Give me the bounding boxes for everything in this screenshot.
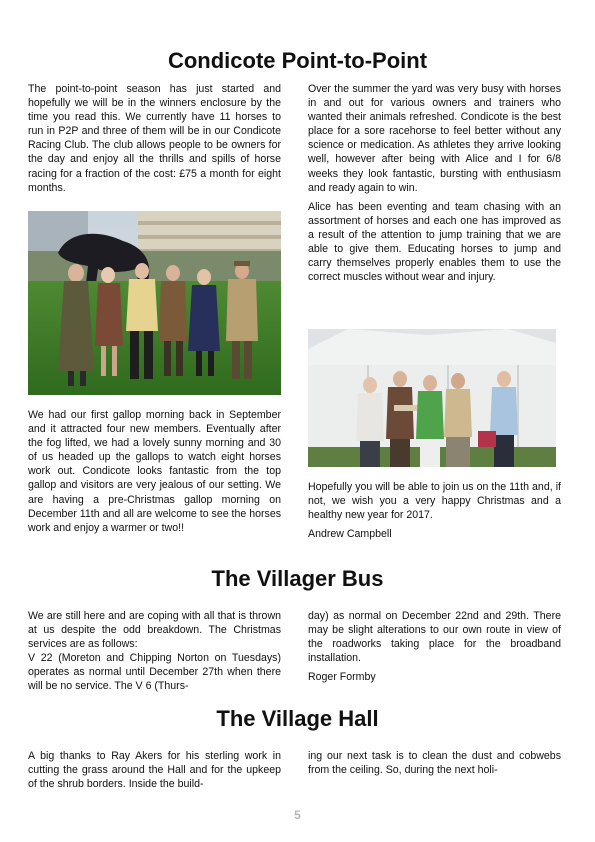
article1-left-column-lower <box>28 408 281 540</box>
article1-right-column-lower <box>308 480 561 546</box>
article-title-point-to-point: Condicote Point-to-Point <box>167 48 428 73</box>
article3-paragraph-thanks: A big thanks to Ray Akers for his sterling work in cutting the grass around the Hall and for the upkeep of the shrub borders. Inside the build- <box>28 750 281 791</box>
article2-paragraph-schedule: day) as normal on December 22nd and 29th. There may be slight alterations to our own route in view of the roadworks taking place for the broadband installation. <box>308 610 561 665</box>
article2-author: Roger Formby <box>308 671 376 684</box>
article1-paragraph-eventing: Alice has been eventing and team chasing with an assortment of horses and each one has improved as a result of the attention to jump training that we are able to give them. Educating horses to jump and carry themselves properly enables them to use the correct muscles without wear and injury. <box>308 200 561 284</box>
article1-left-column <box>28 82 281 200</box>
article1-author: Andrew Campbell <box>308 528 392 541</box>
article3-left-column <box>28 749 281 796</box>
page-number: 5 <box>294 808 301 822</box>
racecourse-group-photo <box>28 211 281 395</box>
article1-paragraph-gallop: We had our first gallop morning back in September and it attracted four new members. Eventually after the fog lifted, we had a lovely sunny morning and 30 of us headed up the gallops to watch eight horses work out. Condicote looks fantastic from the top gallop and visitors are very jealous of our setting. We are having a pre-Christmas gallop morning on December 11th and all are welcome to see the horses work and enjoy a warmer or two!! <box>28 409 282 534</box>
article3-right-column <box>308 749 561 782</box>
article1-paragraph-closing: Hopefully you will be able to join us on the 11th and, if not, we wish you a very happy Christmas and a healthy new year for 2017. <box>308 481 561 522</box>
marquee-group-photo <box>308 329 556 467</box>
article2-paragraph-services: V 22 (Moreton and Chipping Norton on Tuesdays) operates as normal until December 27th when there will be no service. The V 6 (Thurs- <box>28 652 281 693</box>
article-title-village-hall: The Village Hall <box>216 706 379 731</box>
article-title-villager-bus: The Villager Bus <box>211 566 384 591</box>
article2-right-column <box>308 609 561 689</box>
article2-left-column <box>28 609 281 699</box>
article1-paragraph-summer: Over the summer the yard was very busy with horses in and out for various owners and trainers who wanted their animals refreshed. Condicote is the best place for a sore racehorse to feel better without any science or medication. As athletes they arrive looking well, however after being with Alice and I for 6/8 weeks they look fantastic, bursting with enthusiasm and ready again to win. <box>308 83 561 194</box>
article2-paragraph-intro: We are still here and are coping with all that is thrown at us despite the odd breakdown. The Christmas services are as follows: <box>28 610 281 651</box>
marquee-photo-image <box>308 329 556 467</box>
racecourse-photo-image <box>28 211 281 395</box>
article1-paragraph-season: The point-to-point season has just started and hopefully we will be in the winners enclosure by the time you read this. We currently have 11 horses to run in P2P and three of them will be in our Condicote Racing Club. The club allows people to be owners for the day and enjoy all the thrills and spills of horse racing for a fraction of the cost: £75 a month for eight months. <box>28 83 281 194</box>
article1-right-column <box>308 82 561 289</box>
article3-paragraph-next-task: ing our next task is to clean the dust and cobwebs from the ceiling. So, during the next holi- <box>308 750 561 777</box>
